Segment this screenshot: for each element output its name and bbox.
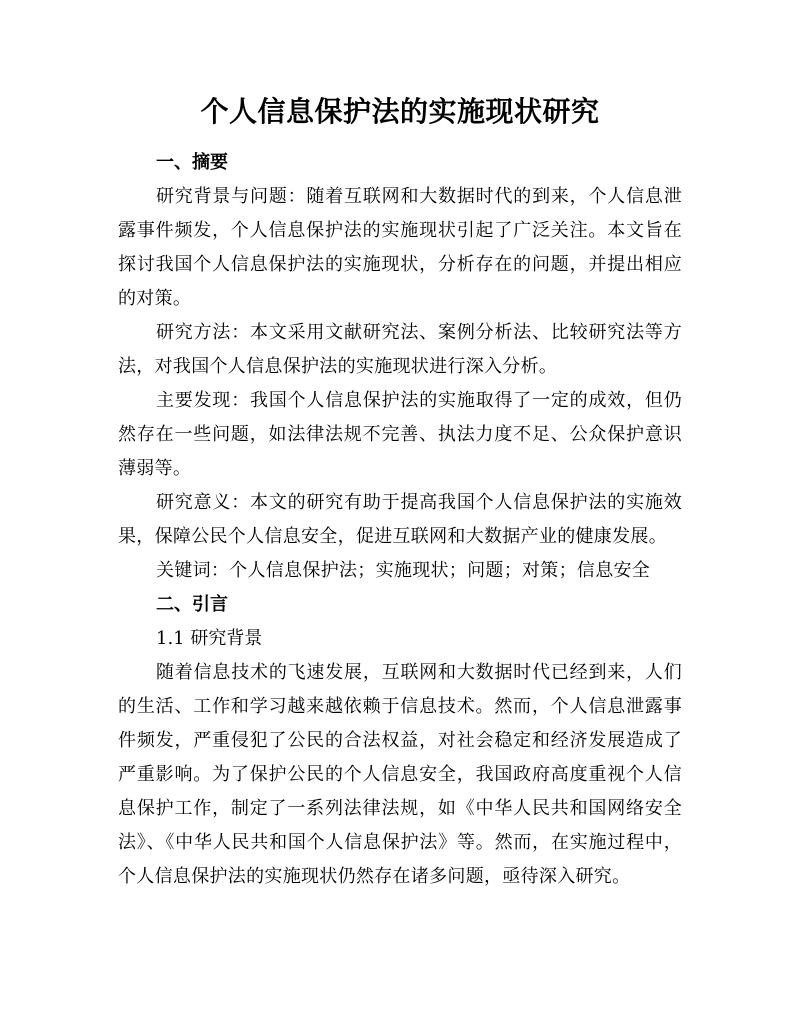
section-heading-abstract: 一、摘要 xyxy=(156,152,228,173)
keywords-line: 关键词：个人信息保护法；实施现状；问题；对策；信息安全 xyxy=(156,560,651,581)
intro-background-paragraph: 随着信息技术的飞速发展，互联网和大数据时代已经到来，人们的生活、工作和学习越来越依赖于信息技术。然而，个人信息泄露事件频发，严重侵犯了公民的合法权益，对社会稳定和经济发展造成了严重影响。为了保护公民的个人信息安全，我国政府高度重视个人信息保护工作，制定了一系列法律法规，如《中华人民共和国网络安全法》、《中华人民共和国个人信息保护法》等。然而，在实施过程中，个人信息保护法的实施现状仍然存在诸多问题，亟待深入研究。 xyxy=(118,662,682,887)
abstract-background-paragraph: 研究背景与问题：随着互联网和大数据时代的到来，个人信息泄露事件频发，个人信息保护法的实施现状引起了广泛关注。本文旨在探讨我国个人信息保护法的实施现状，分析存在的问题，并提出相应的对策。 xyxy=(118,186,682,309)
subsection-title-background: 1.1 研究背景 xyxy=(156,628,263,649)
abstract-significance-paragraph: 研究意义：本文的研究有助于提高我国个人信息保护法的实施效果，保障公民个人信息安全，促进互联网和大数据产业的健康发展。 xyxy=(118,492,682,547)
section-heading-intro: 二、引言 xyxy=(156,594,228,615)
abstract-findings-paragraph: 主要发现：我国个人信息保护法的实施取得了一定的成效，但仍然存在一些问题，如法律法规不完善、执法力度不足、公众保护意识薄弱等。 xyxy=(118,390,682,479)
document-title: 个人信息保护法的实施现状研究 xyxy=(200,95,600,128)
abstract-methods-paragraph: 研究方法：本文采用文献研究法、案例分析法、比较研究法等方法，对我国个人信息保护法的实施现状进行深入分析。 xyxy=(118,322,682,377)
